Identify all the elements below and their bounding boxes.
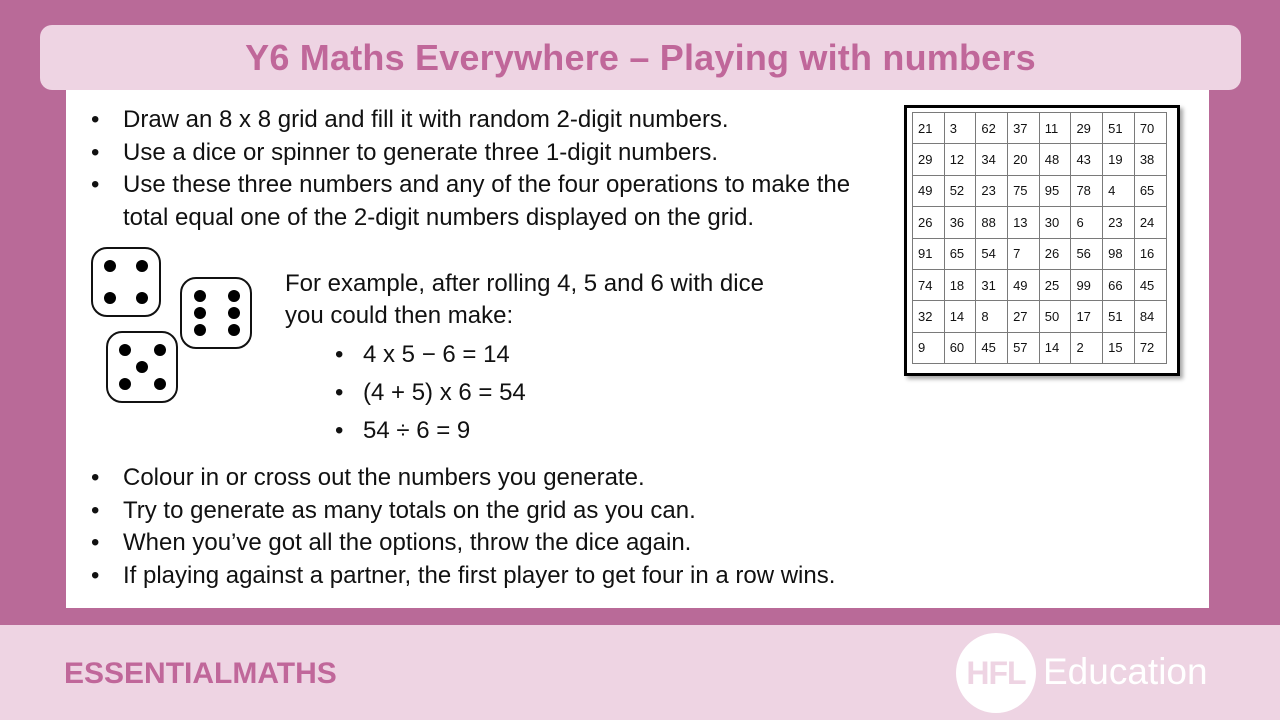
list-item: • Use a dice or spinner to generate three 1-digit numbers. xyxy=(66,137,896,170)
grid-cell: 19 xyxy=(1103,144,1135,175)
title-bar xyxy=(40,25,1241,90)
page-title: Y6 Maths Everywhere – Playing with numbers xyxy=(245,36,1036,78)
number-grid-frame xyxy=(904,105,1180,376)
grid-cell: 75 xyxy=(1008,175,1040,206)
grid-cell: 95 xyxy=(1039,175,1071,206)
equation-item: • (4 + 5) x 6 = 54 xyxy=(285,374,805,412)
grid-cell: 62 xyxy=(976,113,1008,144)
grid-cell: 52 xyxy=(944,175,976,206)
grid-cell: 14 xyxy=(944,301,976,332)
equation-item: • 54 ÷ 6 = 9 xyxy=(285,412,805,450)
instructions-top-list xyxy=(66,104,896,234)
dice-six-icon xyxy=(180,277,252,349)
footer xyxy=(0,625,1280,720)
list-item: • When you’ve got all the options, throw the dice again. xyxy=(66,527,1066,560)
brand-name: ESSENTIALMATHS xyxy=(64,657,337,690)
grid-cell: 65 xyxy=(1134,175,1166,206)
grid-cell: 57 xyxy=(1008,332,1040,363)
list-item: • Use these three numbers and any of the four operations to make the total equal one of the 2-digit numbers displayed on the grid. xyxy=(66,169,896,234)
grid-cell: 48 xyxy=(1039,144,1071,175)
grid-cell: 23 xyxy=(976,175,1008,206)
grid-row xyxy=(913,301,1167,332)
grid-cell: 72 xyxy=(1134,332,1166,363)
grid-cell: 70 xyxy=(1134,113,1166,144)
grid-cell: 51 xyxy=(1103,113,1135,144)
grid-cell: 66 xyxy=(1103,269,1135,300)
dice-five-icon xyxy=(106,331,178,403)
equation-item: • 4 x 5 − 6 = 14 xyxy=(285,336,805,374)
grid-cell: 91 xyxy=(913,238,945,269)
grid-cell: 6 xyxy=(1071,207,1103,238)
grid-cell: 11 xyxy=(1039,113,1071,144)
grid-cell: 8 xyxy=(976,301,1008,332)
grid-cell: 14 xyxy=(1039,332,1071,363)
grid-cell: 29 xyxy=(1071,113,1103,144)
grid-cell: 2 xyxy=(1071,332,1103,363)
grid-cell: 7 xyxy=(1008,238,1040,269)
grid-row xyxy=(913,238,1167,269)
example-intro: For example, after rolling 4, 5 and 6 with dice you could then make: xyxy=(285,270,764,329)
grid-row xyxy=(913,113,1167,144)
equation-list xyxy=(285,336,805,450)
grid-cell: 50 xyxy=(1039,301,1071,332)
logo-word: Education xyxy=(1043,651,1208,692)
grid-cell: 23 xyxy=(1103,207,1135,238)
grid-cell: 17 xyxy=(1071,301,1103,332)
grid-cell: 37 xyxy=(1008,113,1040,144)
grid-cell: 30 xyxy=(1039,207,1071,238)
grid-cell: 49 xyxy=(1008,269,1040,300)
grid-cell: 20 xyxy=(1008,144,1040,175)
grid-row xyxy=(913,332,1167,363)
grid-cell: 84 xyxy=(1134,301,1166,332)
grid-cell: 31 xyxy=(976,269,1008,300)
grid-cell: 54 xyxy=(976,238,1008,269)
grid-cell: 78 xyxy=(1071,175,1103,206)
grid-cell: 51 xyxy=(1103,301,1135,332)
grid-cell: 27 xyxy=(1008,301,1040,332)
grid-cell: 26 xyxy=(1039,238,1071,269)
grid-row xyxy=(913,144,1167,175)
grid-cell: 56 xyxy=(1071,238,1103,269)
grid-cell: 24 xyxy=(1134,207,1166,238)
list-item: • If playing against a partner, the first player to get four in a row wins. xyxy=(66,560,1066,593)
grid-cell: 26 xyxy=(913,207,945,238)
content-panel xyxy=(66,90,1209,608)
grid-cell: 4 xyxy=(1103,175,1135,206)
grid-cell: 16 xyxy=(1134,238,1166,269)
instructions-bottom-list xyxy=(66,462,1066,592)
grid-cell: 88 xyxy=(976,207,1008,238)
example-block xyxy=(285,268,805,450)
hfl-logo xyxy=(956,633,1036,713)
list-item: • Try to generate as many totals on the grid as you can. xyxy=(66,495,1066,528)
grid-cell: 9 xyxy=(913,332,945,363)
grid-cell: 45 xyxy=(976,332,1008,363)
grid-cell: 15 xyxy=(1103,332,1135,363)
grid-cell: 18 xyxy=(944,269,976,300)
grid-cell: 49 xyxy=(913,175,945,206)
grid-cell: 29 xyxy=(913,144,945,175)
grid-cell: 36 xyxy=(944,207,976,238)
list-item: • Draw an 8 x 8 grid and fill it with random 2-digit numbers. xyxy=(66,104,896,137)
grid-cell: 34 xyxy=(976,144,1008,175)
grid-cell: 45 xyxy=(1134,269,1166,300)
grid-cell: 13 xyxy=(1008,207,1040,238)
dice-four-icon xyxy=(91,247,161,317)
grid-row xyxy=(913,207,1167,238)
grid-cell: 99 xyxy=(1071,269,1103,300)
logo-mark: HFL xyxy=(966,654,1026,691)
grid-cell: 12 xyxy=(944,144,976,175)
grid-cell: 74 xyxy=(913,269,945,300)
grid-cell: 98 xyxy=(1103,238,1135,269)
list-item: • Colour in or cross out the numbers you generate. xyxy=(66,462,1066,495)
grid-cell: 43 xyxy=(1071,144,1103,175)
grid-cell: 38 xyxy=(1134,144,1166,175)
grid-row xyxy=(913,175,1167,206)
grid-cell: 3 xyxy=(944,113,976,144)
grid-cell: 21 xyxy=(913,113,945,144)
grid-cell: 32 xyxy=(913,301,945,332)
grid-cell: 65 xyxy=(944,238,976,269)
grid-cell: 25 xyxy=(1039,269,1071,300)
grid-cell: 60 xyxy=(944,332,976,363)
grid-row xyxy=(913,269,1167,300)
number-grid xyxy=(912,112,1167,364)
